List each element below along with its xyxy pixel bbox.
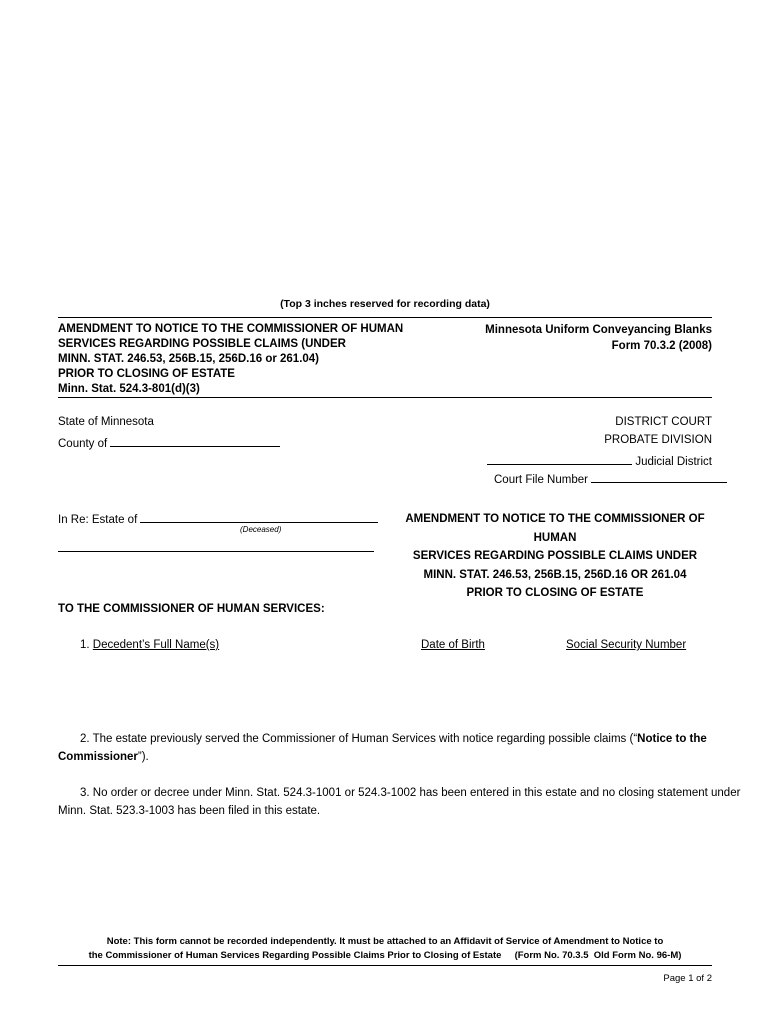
estate-field <box>58 510 378 526</box>
footer-note <box>0 935 770 962</box>
item-2-bold-term: Notice to the <box>637 733 707 745</box>
decedent-name-header: Decedent’s Full Name(s) <box>92 639 220 651</box>
item-2-text: The estate previously served the Commissioner of Human Services with notice regarding possible claims (“ <box>92 733 638 745</box>
header-top-rule <box>58 317 712 318</box>
item-2-bold-term-cont: Commissioner <box>58 751 138 763</box>
blanks-name: Minnesota Uniform Conveyancing Blanks <box>485 324 712 336</box>
court-division: PROBATE DIVISION <box>604 434 712 446</box>
court-name: DISTRICT COURT <box>615 416 712 428</box>
judicial-district-input[interactable] <box>487 452 632 465</box>
form-number: Form 70.3.2 (2008) <box>611 340 712 352</box>
page-number: Page 1 of 2 <box>663 973 712 984</box>
recording-note: (Top 3 inches reserved for recording data) <box>280 298 490 310</box>
item-3-number: 3. <box>80 787 90 799</box>
header-title-line: PRIOR TO CLOSING OF ESTATE <box>58 368 235 380</box>
footer-note-line: the Commissioner of Human Services Regarding Possible Claims Prior to Closing of Estate (Form No. 70.3.5 Old Form No. 96-M) <box>88 949 682 961</box>
ssn-header: Social Security Number <box>566 639 687 651</box>
header-title-line: SERVICES REGARDING POSSIBLE CLAIMS (UNDER <box>58 338 346 350</box>
item-2 <box>58 730 718 766</box>
footer-note-line: Note: This form cannot be recorded independently. It must be attached to an Affidavit of Service of Amendment to Notice to <box>106 936 664 947</box>
document-title <box>398 510 712 603</box>
document-title-line: MINN. STAT. 246.53, 256B.15, 256D.16 OR 261.04 <box>423 568 687 581</box>
header-title-line: AMENDMENT TO NOTICE TO THE COMMISSIONER OF HUMAN <box>58 323 404 335</box>
header-bottom-rule <box>58 397 712 398</box>
header-title-line: Minn. Stat. 524.3-801(d)(3) <box>58 383 200 395</box>
state-label: State of Minnesota <box>58 416 154 428</box>
document-title-line: SERVICES REGARDING POSSIBLE CLAIMS UNDER <box>412 550 698 562</box>
estate-name-input[interactable] <box>140 510 378 523</box>
court-file-field <box>494 470 727 486</box>
item-2-end: ”). <box>137 751 149 763</box>
document-title-line: PRIOR TO CLOSING OF ESTATE <box>466 587 644 599</box>
county-field <box>58 434 280 450</box>
item-3-line-2: Minn. Stat. 523.3-1003 has been filed in this estate. <box>58 805 321 817</box>
estate-second-line[interactable] <box>58 551 374 552</box>
county-input[interactable] <box>110 434 280 447</box>
date-of-birth-header: Date of Birth <box>421 639 485 651</box>
item-1-number: 1. <box>80 639 90 651</box>
court-file-label: Court File Number <box>494 474 588 486</box>
addressee: TO THE COMMISSIONER OF HUMAN SERVICES: <box>58 603 325 615</box>
item-1 <box>80 639 219 651</box>
document-title-line: AMENDMENT TO NOTICE TO THE COMMISSIONER OF HUMAN <box>405 513 705 544</box>
deceased-note: (Deceased) <box>240 525 282 534</box>
county-label: County of <box>58 438 108 450</box>
judicial-district-label: Judicial District <box>635 456 712 468</box>
item-3-line-1: No order or decree under Minn. Stat. 524.3-1001 or 524.3-1002 has been entered in this estate and no closing statement under <box>92 787 741 799</box>
footer-rule <box>58 965 712 966</box>
judicial-district-field <box>487 452 712 468</box>
form-identifier <box>485 322 712 354</box>
item-3 <box>58 784 741 820</box>
item-2-number: 2. <box>80 733 90 745</box>
header-title-line: MINN. STAT. 246.53, 256B.15, 256D.16 or 261.04) <box>58 353 320 365</box>
estate-label: In Re: Estate of <box>58 514 138 526</box>
header-title <box>58 322 403 397</box>
court-file-input[interactable] <box>591 470 727 483</box>
